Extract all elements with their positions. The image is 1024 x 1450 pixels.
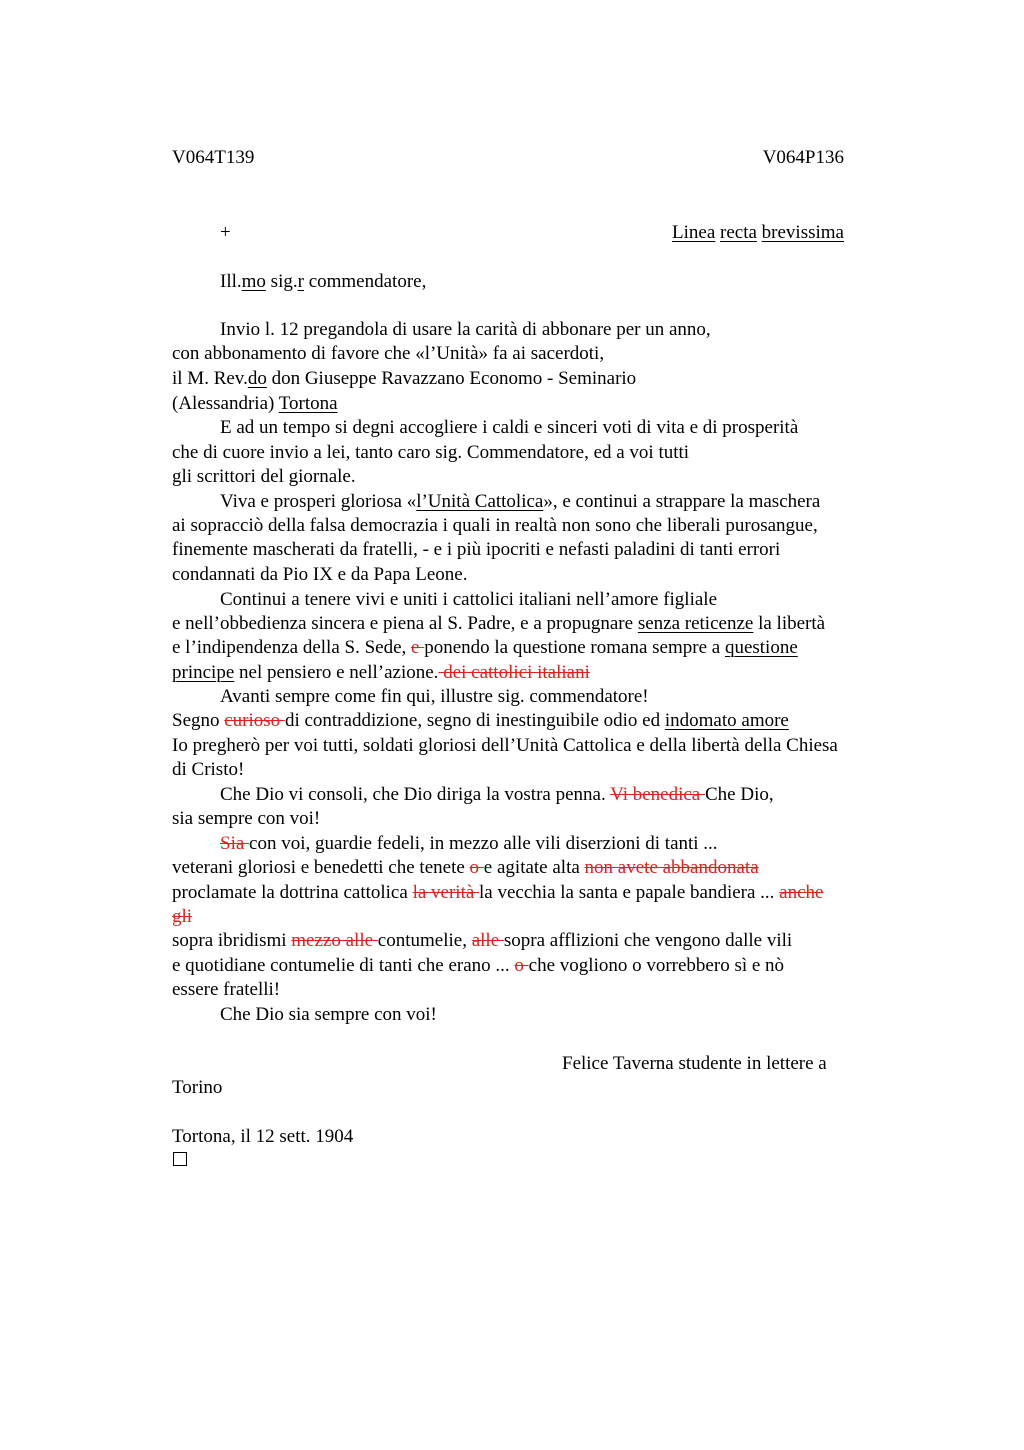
- end-square-icon: [173, 1152, 187, 1166]
- text-line: Sia con voi, guardie fedeli, in mezzo alle vili diserzioni di tanti ...: [220, 833, 718, 854]
- deleted-text: la verità: [412, 882, 480, 903]
- text-line: e l’indipendenza della S. Sede, e ponendo la questione romana sempre a questione: [172, 637, 798, 658]
- text-line: e nell’obbedienza sincera e piena al S. Padre, e a propugnare senza reticenze la libertà: [172, 613, 826, 634]
- text-line: gli scrittori del giornale.: [172, 466, 356, 487]
- text-line: principe nel pensiero e nell’azione. dei cattolici italiani: [172, 662, 590, 683]
- text-line: E ad un tempo si degni accogliere i caldi e sinceri voti di vita e di prosperità: [220, 417, 799, 438]
- text-line: Io pregherò per voi tutti, soldati gloriosi dell’Unità Cattolica e della libertà della Chiesa: [172, 735, 838, 756]
- signature-city: Torino: [172, 1077, 223, 1098]
- text-line: Che Dio sia sempre con voi!: [220, 1004, 437, 1025]
- deleted-text: o: [469, 857, 484, 878]
- signature: Felice Taverna studente in lettere a: [562, 1053, 827, 1074]
- text-line: essere fratelli!: [172, 979, 281, 1000]
- text-line: Continui a tenere vivi e uniti i cattolici italiani nell’amore figliale: [220, 589, 718, 610]
- text-line: Avanti sempre come fin qui, illustre sig. commendatore!: [220, 686, 649, 707]
- deleted-text: anche: [779, 882, 824, 903]
- text-line: Che Dio vi consoli, che Dio diriga la vostra penna. Vi benedica Che Dio,: [220, 784, 774, 805]
- deleted-text: curioso: [224, 710, 285, 731]
- text-line: proclamate la dottrina cattolica la verità la vecchia la santa e papale bandiera ... anche: [172, 882, 824, 903]
- text-line: veterani gloriosi e benedetti che tenete o e agitate alta non avete abbandonata: [172, 857, 759, 878]
- cross-mark: +: [220, 222, 231, 243]
- text-line: con abbonamento di favore che «l’Unità» fa ai sacerdoti,: [172, 343, 605, 364]
- deleted-text: o: [514, 955, 529, 976]
- deleted-text: non avete abbandonata: [584, 857, 759, 878]
- text-line: condannati da Pio IX e da Papa Leone.: [172, 564, 468, 585]
- text-line: finemente mascherati da fratelli, - e i più ipocriti e nefasti paladini di tanti errori: [172, 539, 781, 560]
- deleted-text: dei cattolici italiani: [438, 662, 590, 683]
- motto-word: brevissima: [761, 222, 844, 243]
- text-line: Invio l. 12 pregandola di usare la carità di abbonare per un anno,: [220, 319, 711, 340]
- text-line: Segno curioso di contraddizione, segno di inestinguibile odio ed indomato amore: [172, 710, 789, 731]
- motto-word: Linea: [672, 222, 716, 243]
- text-line: e quotidiane contumelie di tanti che erano ... o che vogliono o vorrebbero sì e nò: [172, 955, 785, 976]
- deleted-text: alle: [471, 930, 504, 951]
- salutation: Ill.mo sig.r commendatore,: [220, 271, 427, 292]
- text-line: il M. Rev.do don Giuseppe Ravazzano Economo - Seminario: [172, 368, 637, 389]
- deleted-text: e: [411, 637, 425, 658]
- right-code: V064P136: [762, 147, 844, 168]
- deleted-text: Sia: [220, 833, 250, 854]
- deleted-text: Vi benedica: [610, 784, 705, 805]
- text-line: sia sempre con voi!: [172, 808, 321, 829]
- text-line: ai sopracciò della falsa democrazia i quali in realtà non sono che liberali purosangue,: [172, 515, 818, 536]
- left-code: V064T139: [172, 147, 255, 168]
- text-line: Viva e prosperi gloriosa «l’Unità Cattolica», e continui a strappare la maschera: [220, 491, 821, 512]
- deleted-text: gli: [172, 906, 193, 927]
- text-line: [172, 905, 192, 929]
- motto-word: recta: [720, 222, 757, 243]
- deleted-text: mezzo alle: [291, 930, 378, 951]
- motto: [672, 221, 844, 245]
- text-line: di Cristo!: [172, 759, 245, 780]
- text-line: sopra ibridismi mezzo alle contumelie, alle sopra afflizioni che vengono dalle vili: [172, 930, 793, 951]
- text-line: che di cuore invio a lei, tanto caro sig. Commendatore, ed a voi tutti: [172, 442, 690, 463]
- text-line: (Alessandria) Tortona: [172, 393, 338, 414]
- place-date: Tortona, il 12 sett. 1904: [172, 1126, 354, 1147]
